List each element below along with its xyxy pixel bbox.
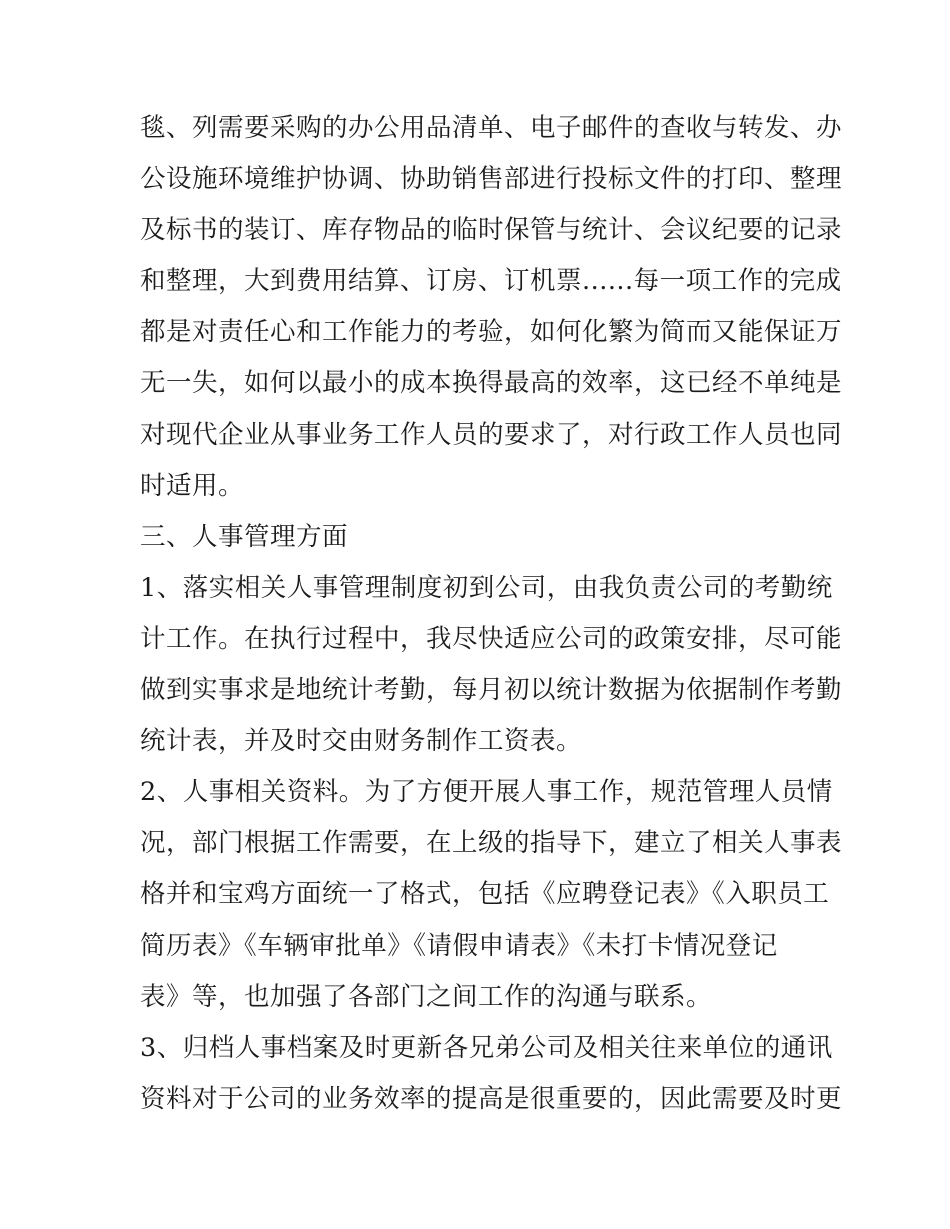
text-line: 3、归档人事档案及时更新各兄弟公司及相关往来单位的通讯 — [140, 1032, 833, 1063]
text-line: 资料对于公司的业务效率的提高是很重要的，因此需要及时更 — [140, 1083, 843, 1114]
text-line: 表》等，也加强了各部门之间工作的沟通与联系。 — [140, 981, 713, 1012]
text-line: 毯、列需要采购的办公用品清单、电子邮件的查收与转发、办 — [140, 113, 843, 143]
text-line: 和整理，大到费用结算、订房、订机票......每一项工作的完成 — [140, 266, 842, 297]
body-text — [140, 103, 843, 1125]
text-line: 简历表》《车辆审批单》《请假申请表》《未打卡情况登记 — [140, 930, 778, 961]
text-line: 况，部门根据工作需要，在上级的指导下，建立了相关人事表 — [140, 828, 843, 859]
text-line: 及标书的装订、库存物品的临时保管与统计、会议纪要的记录 — [140, 215, 843, 246]
section-heading: 三、人事管理方面 — [140, 521, 349, 552]
text-line: 1、落实相关人事管理制度初到公司，由我负责公司的考勤统 — [140, 572, 833, 603]
text-line: 格并和宝鸡方面统一了格式，包括《应聘登记表》《入职员工 — [140, 879, 830, 910]
text-line: 做到实事求是地统计考勤，每月初以统计数据为依据制作考勤 — [140, 675, 843, 706]
text-line: 统计表，并及时交由财务制作工资表。 — [140, 726, 583, 757]
text-line: 公设施环境维护协调、协助销售部进行投标文件的打印、整理 — [140, 164, 843, 195]
text-line: 计工作。在执行过程中，我尽快适应公司的政策安排，尽可能 — [140, 623, 843, 654]
text-line: 2、人事相关资料。为了方便开展人事工作，规范管理人员情 — [140, 777, 833, 808]
text-line: 都是对责任心和工作能力的考验，如何化繁为简而又能保证万 — [140, 317, 843, 348]
text-line: 无一失，如何以最小的成本换得最高的效率，这已经不单纯是 — [140, 368, 843, 399]
text-line: 对现代企业从事业务工作人员的要求了，对行政工作人员也同 — [140, 419, 843, 450]
text-line: 时适用。 — [140, 470, 245, 501]
